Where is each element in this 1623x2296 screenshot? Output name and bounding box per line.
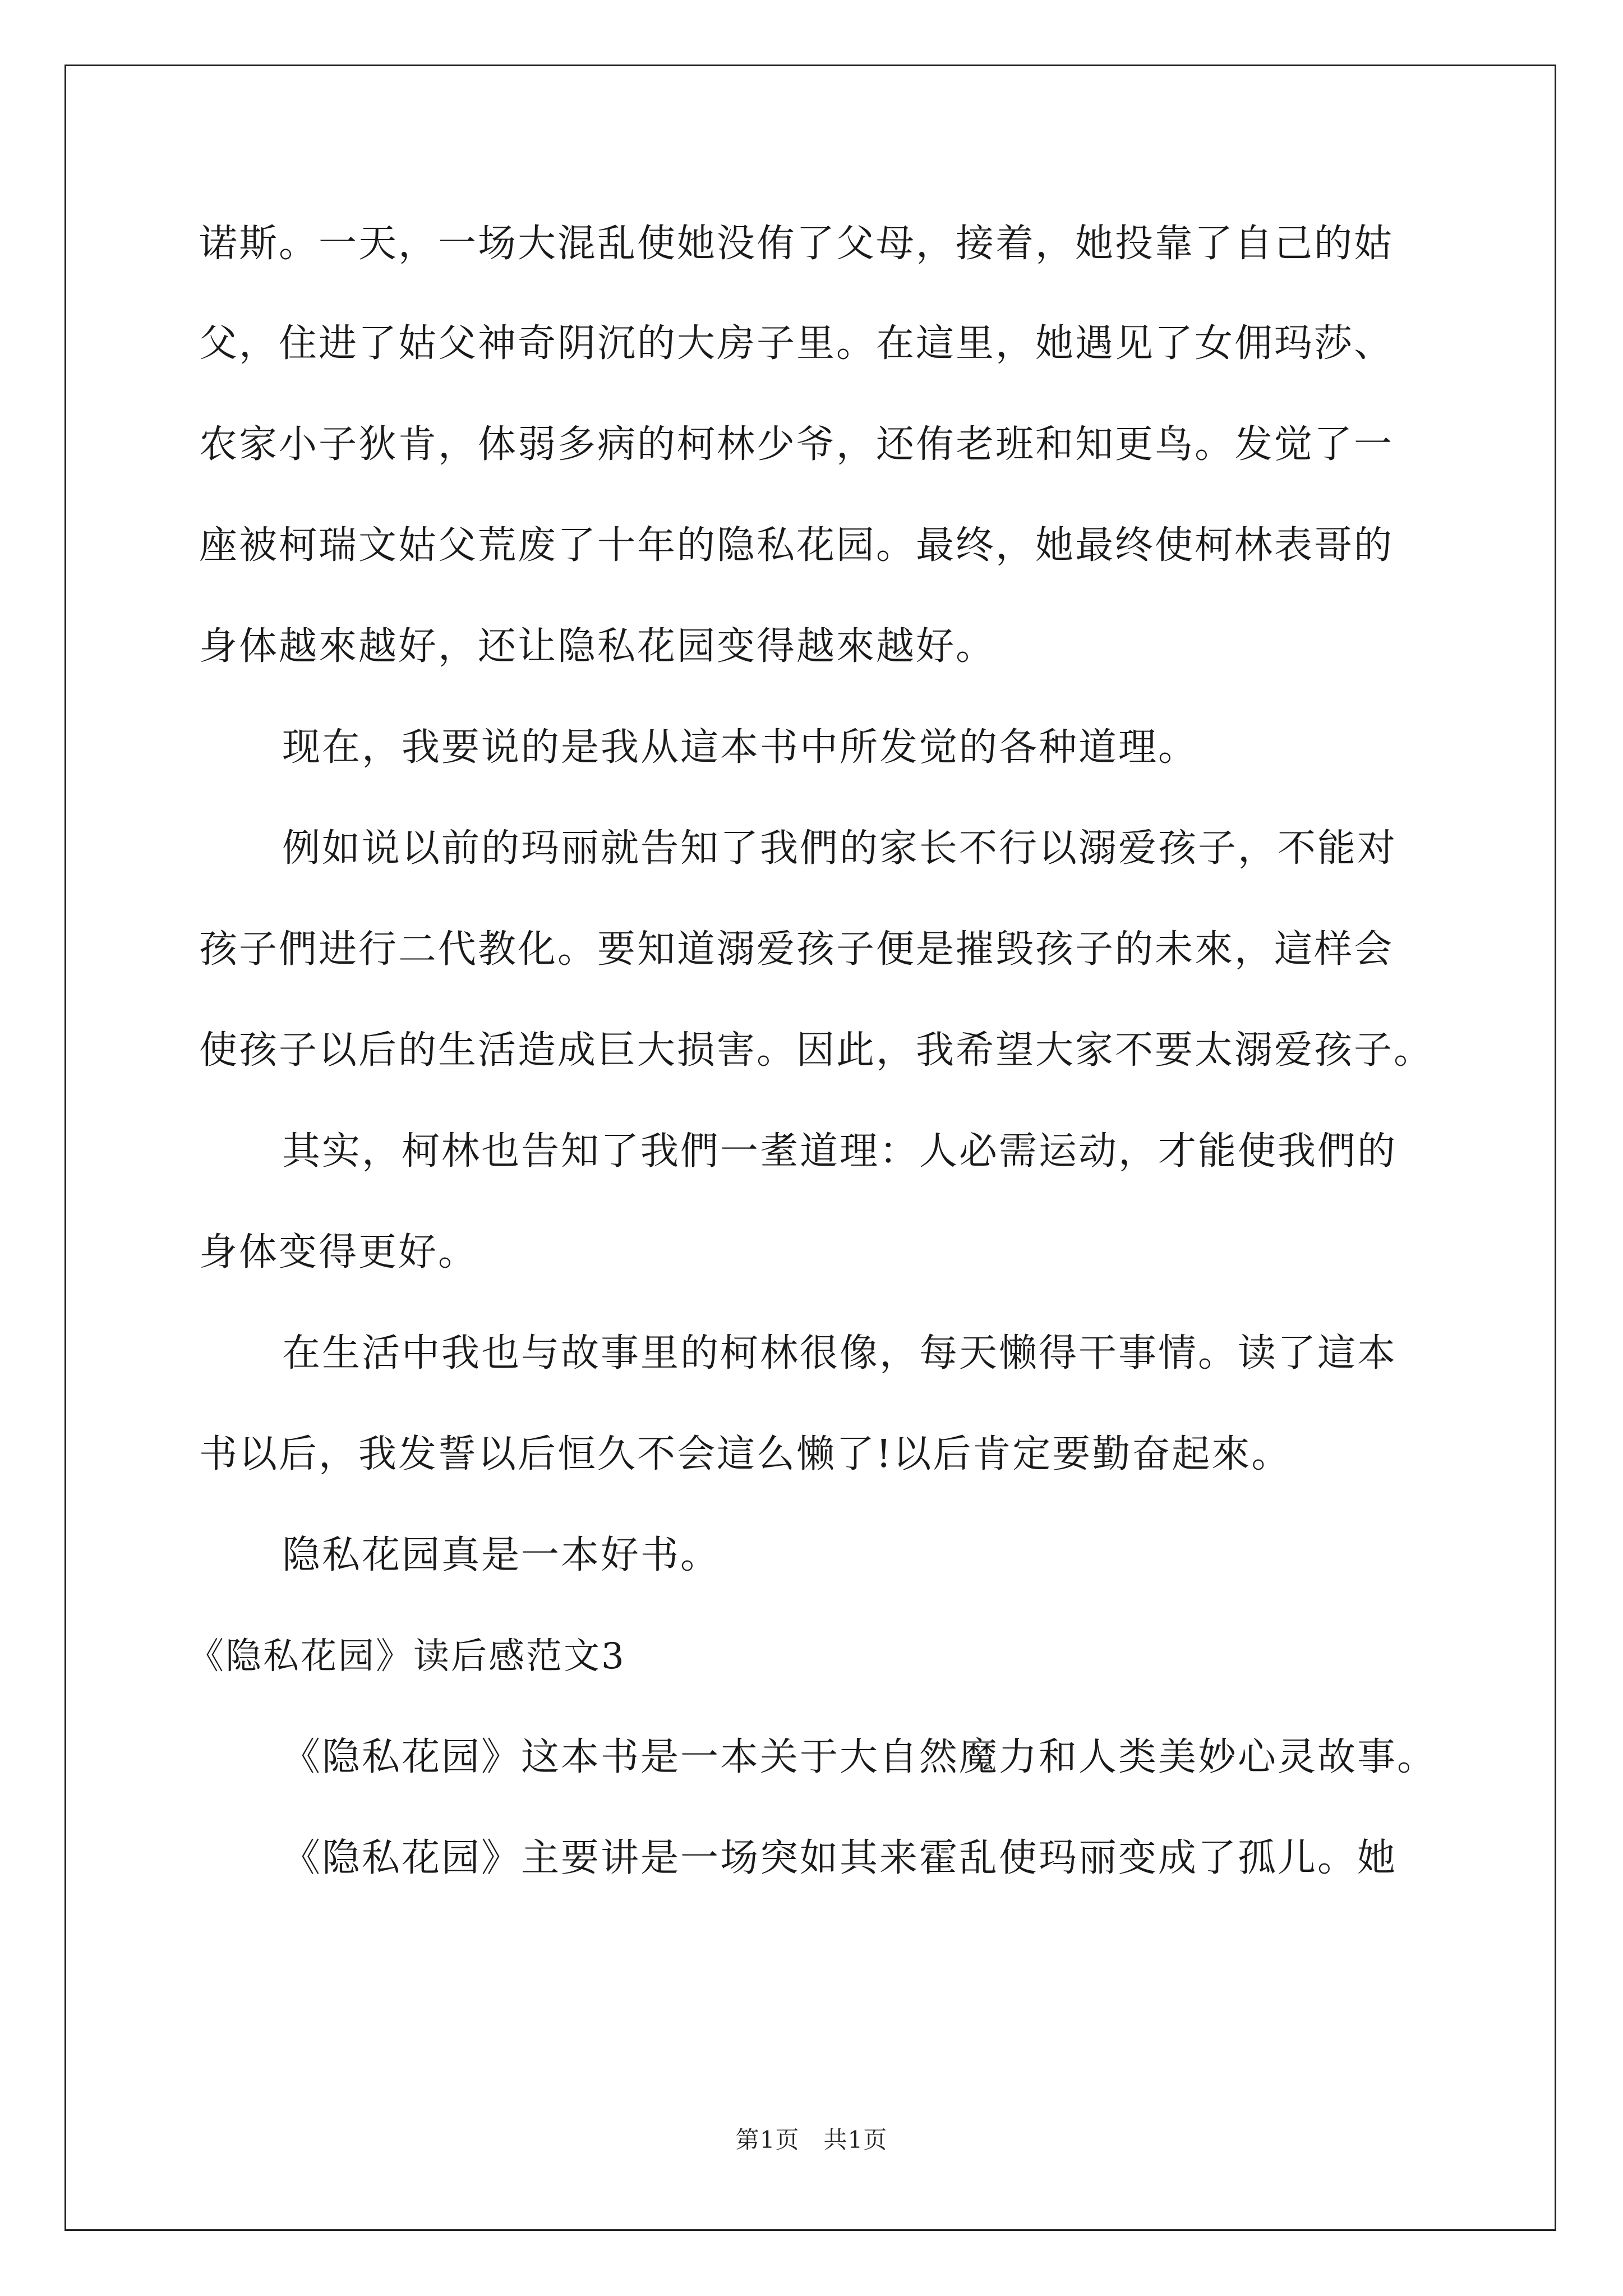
page-number-footer: 第1页 共1页	[735, 2126, 888, 2154]
paragraph-first-line: 《隐私花园》这本书是一本关于大自然魔力和人类美妙心灵故事。	[282, 1735, 1437, 1779]
body-line: 诺斯。一天，一场大混乱使她没侑了父母，接着，她投靠了自己的姑	[199, 222, 1394, 266]
paragraph-first-line: 《隐私花园》主要讲是一场突如其来霍乱使玛丽变成了孤儿。她	[282, 1836, 1398, 1880]
paragraph-first-line: 在生活中我也与故事里的柯林很像，每天懒得干事情。读了這本	[282, 1331, 1398, 1375]
body-line: 农家小子狄肯，体弱多病的柯林少爷，还侑老班和知更鸟。发觉了一	[199, 422, 1394, 467]
paragraph-first-line: 隐私花园真是一本好书。	[282, 1533, 721, 1577]
body-line: 身体越來越好，还让隐私花园变得越來越好。	[199, 624, 996, 669]
paragraph-first-line: 例如说以前的玛丽就告知了我們的家长不行以溺爱孩子，不能对	[282, 826, 1398, 871]
body-line: 座被柯瑞文姑父荒废了十年的隐私花园。最终，她最终使柯林表哥的	[199, 523, 1394, 568]
body-line: 使孩子以后的生活造成巨大损害。因此，我希望大家不要太溺爱孩子。	[199, 1028, 1434, 1073]
section-heading: 《隐私花园》读后感范文3	[188, 1636, 626, 1677]
body-line: 身体变得更好。	[199, 1230, 478, 1274]
body-line: 书以后，我发誓以后恒久不会這么懒了!以后肯定要勤奋起來。	[199, 1432, 1292, 1476]
body-line: 孩子們进行二代教化。要知道溺爱孩子便是摧毁孩子的未來，這样会	[199, 927, 1394, 972]
paragraph-first-line: 其实，柯林也告知了我們一耊道理：人必需运动，才能使我們的	[282, 1129, 1398, 1174]
body-line: 父，住进了姑父神奇阴沉的大房子里。在這里，她遇见了女佣玛莎、	[199, 321, 1394, 366]
paragraph-first-line: 现在，我要说的是我从這本书中所发觉的各种道理。	[282, 725, 1198, 770]
